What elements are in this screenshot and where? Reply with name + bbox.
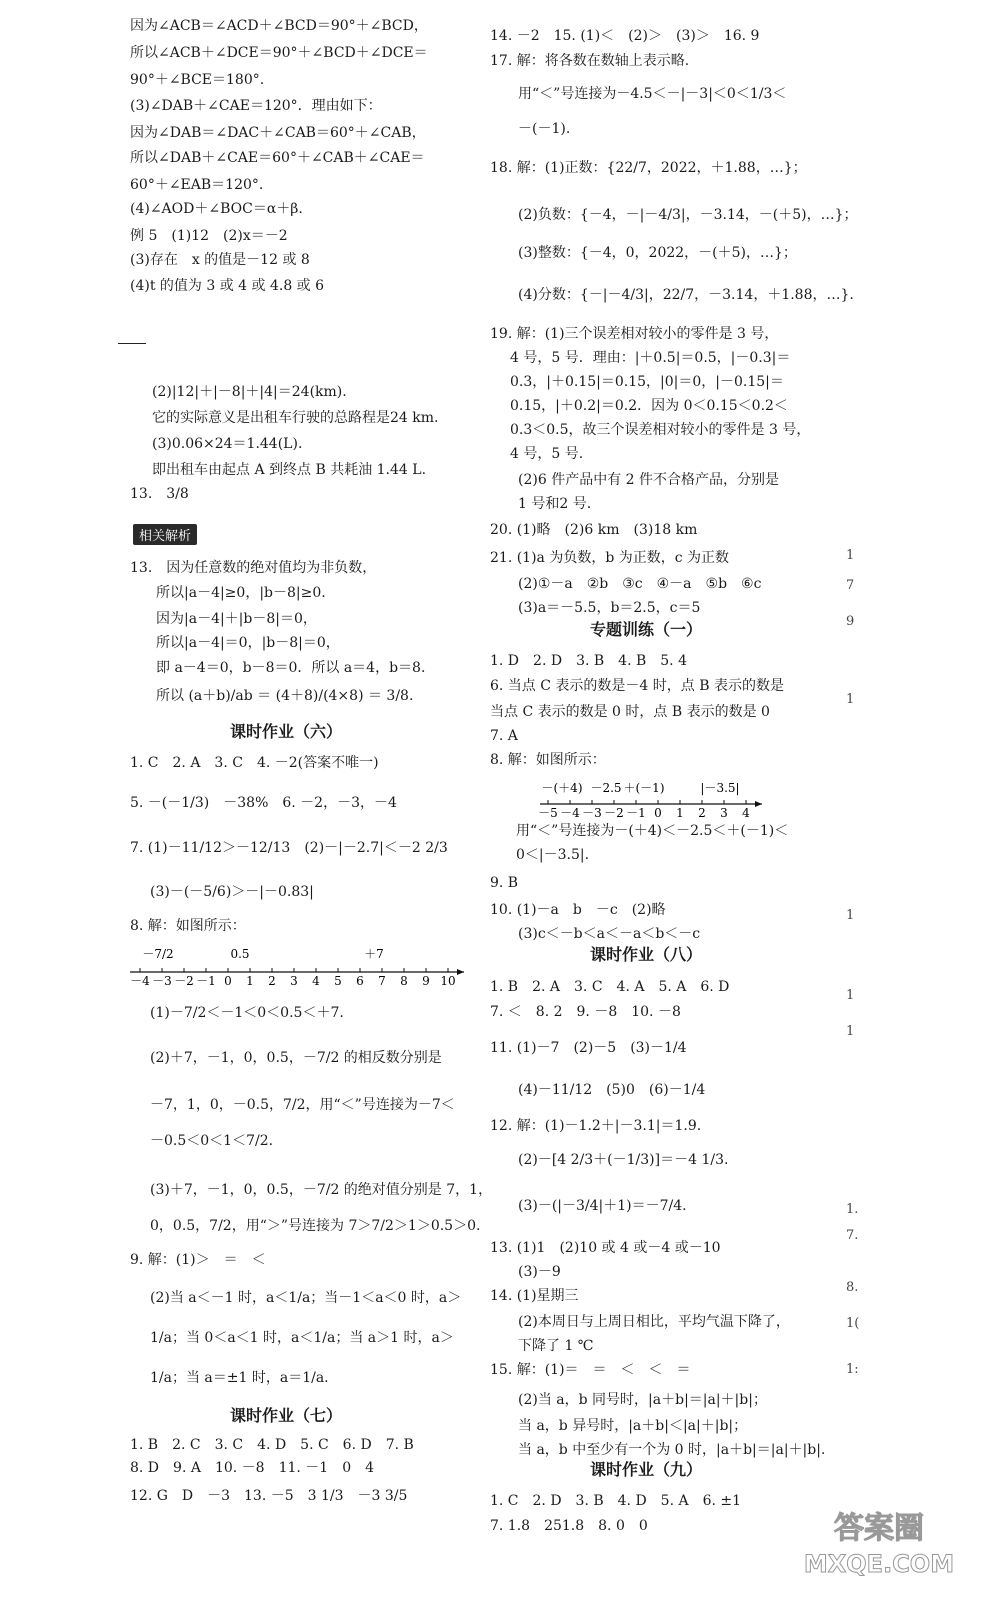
answer-line: 17. 解：将各数在数轴上表示略. [490, 53, 690, 69]
tick-label: 3 [720, 806, 728, 820]
answer-line: 4 号，5 号. [510, 446, 584, 462]
tick-label: 4 [742, 806, 750, 820]
answer-line: 60°＋∠EAB＝120°. [130, 177, 264, 193]
tick-label: －4 [560, 806, 580, 820]
section-heading: 课时作业（九） [590, 1460, 703, 1479]
answer-line: 因为|a－4|＋|b－8|＝0， [156, 611, 317, 627]
tick-label: 6 [356, 974, 364, 988]
answer-line: 所以∠ACB＋∠DCE＝90°＋∠BCD＋∠DCE＝ [130, 45, 428, 61]
answer-line: 当点 C 表示的数是 0 时，点 B 表示的数是 0 [490, 704, 770, 720]
tick-label: －3 [582, 806, 602, 820]
answer-line: 例 5 (1)12 (2)x＝－2 [130, 228, 288, 244]
related-analysis-tag: 相关解析 [133, 524, 197, 545]
axis-arrow [457, 969, 464, 975]
edge-mark: 1( [846, 1316, 860, 1331]
answer-line: (2)①－a ②b ③c ④－a ⑤b ⑥c [518, 576, 762, 592]
site-watermark [779, 1500, 979, 1580]
answer-line: 当 a，b 中至少有一个为 0 时，|a＋b|＝|a|＋|b|. [518, 1442, 826, 1458]
answer-line: 14. －2 15. (1)＜ (2)＞ (3)＞ 16. 9 [490, 28, 760, 44]
answer-line: (3)－(|－3/4|＋1)＝－7/4. [518, 1198, 687, 1214]
edge-mark: 7 [846, 578, 855, 593]
answer-line: 20. (1)略 (2)6 km (3)18 km [490, 522, 698, 538]
tick-label: 10 [440, 974, 456, 988]
tick-label: 2 [268, 974, 276, 988]
edge-mark: 9 [846, 614, 855, 629]
answer-line: 8. D 9. A 10. －8 11. －1 0 4 [130, 1460, 375, 1476]
answer-line: (3)∠DAB＋∠CAE＝120°．理由如下： [130, 98, 382, 114]
section-heading: 课时作业（六） [230, 722, 343, 741]
section-heading: 课时作业（八） [590, 945, 703, 964]
edge-mark: 1: [846, 1362, 859, 1377]
answer-line: 用“＜”号连接为－4.5＜－|－3|＜0＜1/3＜ [518, 86, 787, 102]
tick-label: 4 [312, 974, 320, 988]
answer-line: 因为∠ACB＝∠ACD＋∠BCD＝90°＋∠BCD， [130, 18, 428, 34]
answer-line: (3)0.06×24＝1.44(L). [152, 436, 303, 452]
tick-label: 9 [422, 974, 430, 988]
answer-line: 它的实际意义是出租车行驶的总路程是24 km. [152, 410, 439, 426]
answer-line: 因为∠DAB＝∠DAC＋∠CAB＝60°＋∠CAB， [130, 125, 426, 141]
answer-line: 1 号和2 号. [518, 496, 592, 512]
answer-line: 9. B [490, 875, 519, 891]
tick-label: 0 [654, 806, 662, 820]
answer-line: 9. 解：(1)＞ ＝ ＜ [130, 1252, 266, 1268]
point-label: ＋(－1) [623, 781, 665, 795]
tick-label: 3 [290, 974, 298, 988]
answer-line: 1. B 2. C 3. C 4. D 5. C 6. D 7. B [130, 1437, 414, 1453]
answer-line: 所以∠DAB＋∠CAE＝60°＋∠CAB＋∠CAE＝ [130, 150, 425, 166]
answer-line: 18. 解：(1)正数：{22/7，2022，＋1.88，…}； [490, 160, 807, 176]
answer-line: (3)整数：{－4，0，2022，－(＋5)，…}； [518, 245, 797, 261]
answer-line: (3)＋7，－1，0，0.5，－7/2 的绝对值分别是 7，1， [150, 1182, 493, 1198]
answer-line: (4)－11/12 (5)0 (6)－1/4 [518, 1082, 706, 1098]
answer-line: 15. 解：(1)＝ ＝ ＜ ＜ ＝ [490, 1362, 691, 1378]
answer-line: 5. －(－1/3) －38% 6. －2，－3，－4 [130, 795, 397, 811]
answer-line: 7. 1.8 251.8 8. 0 0 [490, 1518, 648, 1534]
answer-line: (3)a＝－5.5，b＝2.5，c＝5 [518, 600, 701, 616]
answer-line: 用“＜”号连接为－(＋4)＜－2.5＜＋(－1)＜ [516, 823, 789, 839]
tick-label: －5 [538, 806, 558, 820]
answer-line: －7，1，0，－0.5，7/2，用“＜”号连接为－7＜ [150, 1097, 455, 1113]
tick-label: 1 [246, 974, 254, 988]
edge-mark: 1. [846, 1202, 859, 1217]
answer-line: 8. 解：如图所示： [130, 918, 246, 934]
answer-line: 10. (1)－a b －c (2)略 [490, 902, 666, 918]
answer-line: (2)|12|＋|－8|＋|4|＝24(km). [152, 384, 347, 400]
tick-label: －2 [174, 974, 194, 988]
answer-line: (3)－9 [518, 1264, 561, 1280]
answer-line: 1. B 2. A 3. C 4. A 5. A 6. D [490, 979, 730, 995]
tick-label: －2 [604, 806, 624, 820]
answer-line: (2)＋7，－1，0，0.5，－7/2 的相反数分别是 [150, 1050, 442, 1066]
point-label: ＋7 [364, 947, 384, 961]
tick-label: 7 [378, 974, 386, 988]
answer-line: 0.3，|＋0.15|＝0.15，|0|＝0，|－0.15|＝ [510, 374, 784, 390]
answer-line: (2)当 a，b 同号时，|a＋b|＝|a|＋|b|； [518, 1392, 767, 1408]
answer-line: 8. 解：如图所示： [490, 752, 606, 768]
tick-label: －1 [626, 806, 646, 820]
point-label: －(＋4) [541, 781, 583, 795]
tick-label: 5 [334, 974, 342, 988]
answer-line: 1/a；当 0＜a＜1 时，a＜1/a；当 a＞1 时，a＞ [150, 1330, 454, 1346]
answer-line: 11. (1)－7 (2)－5 (3)－1/4 [490, 1040, 687, 1056]
answer-line: 0，0.5，7/2，用“＞”号连接为 7＞7/2＞1＞0.5＞0. [150, 1218, 481, 1234]
edge-mark: 1 [846, 988, 855, 1003]
answer-line: 14. (1)星期三 [490, 1288, 579, 1304]
tick-label: 2 [698, 806, 706, 820]
point-label: 0.5 [230, 947, 250, 961]
answer-line: 1. C 2. D 3. B 4. D 5. A 6. ±1 [490, 1493, 742, 1509]
answer-line: 下降了 1 ℃ [518, 1338, 594, 1354]
answer-line: (4)t 的值为 3 或 4 或 4.8 或 6 [130, 278, 325, 294]
answer-line: 即 a－4＝0，b－8＝0．所以 a＝4，b＝8. [156, 660, 426, 676]
answer-line: (4)∠AOD＋∠BOC＝α＋β. [130, 201, 303, 217]
answer-line: 0.3＜0.5，故三个误差相对较小的零件是 3 号， [510, 422, 811, 438]
answer-line: 6. 当点 C 表示的数是－4 时，点 B 表示的数是 [490, 678, 784, 694]
edge-mark: 8. [846, 1280, 859, 1295]
point-label: －2.5 [590, 781, 622, 795]
section-divider [118, 343, 146, 344]
answer-line: 所以 (a＋b)/ab ＝ (4＋8)/(4×8) ＝ 3/8. [156, 688, 414, 704]
answer-line: (2)本周日与上周日相比，平均气温下降了， [518, 1314, 790, 1330]
axis-arrow [755, 801, 762, 807]
tick-label: 8 [400, 974, 408, 988]
tick-label: 0 [224, 974, 232, 988]
answer-line: 所以|a－4|＝0，|b－8|＝0， [156, 635, 340, 651]
edge-mark: 1 [846, 1024, 855, 1039]
answer-line: (3)存在 x 的值是－12 或 8 [130, 252, 310, 268]
edge-mark: 1 [846, 692, 855, 707]
answer-line: (2)6 件产品中有 2 件不合格产品，分别是 [518, 472, 779, 488]
answer-line: 1. D 2. D 3. B 4. B 5. 4 [490, 653, 687, 669]
tick-label: 1 [676, 806, 684, 820]
answer-line: 1. C 2. A 3. C 4. －2(答案不唯一) [130, 755, 379, 771]
edge-mark: 1 [846, 548, 855, 563]
point-label: －7/2 [142, 947, 174, 961]
answer-line: －0.5＜0＜1＜7/2. [150, 1133, 274, 1149]
answer-line: (2)负数：{－4，－|－4/3|，－3.14，－(＋5)，…}； [518, 207, 858, 223]
number-line-topic1 [538, 780, 778, 820]
answer-line: 0.15，|＋0.2|＝0.2．因为 0＜0.15＜0.2＜ [510, 398, 788, 414]
answer-line: 13. 因为任意数的绝对值均为非负数， [130, 560, 377, 576]
answer-line: (1)－7/2＜－1＜0＜0.5＜＋7. [150, 1005, 344, 1021]
answer-line: (4)分数：{－|－4/3|，22/7，－3.14，＋1.88，…}. [518, 287, 854, 303]
answer-line: 13. 3/8 [130, 486, 189, 502]
point-label: |－3.5| [700, 781, 740, 795]
tick-label: －3 [152, 974, 172, 988]
answer-line: 7. ＜ 8. 2 9. －8 10. －8 [490, 1004, 681, 1020]
answer-line: (3)－(－5/6)＞－|－0.83| [150, 884, 314, 900]
tick-label: －1 [196, 974, 216, 988]
answer-line: 7. (1)－11/12＞－12/13 (2)－|－2.7|＜－2 2/3 [130, 840, 448, 856]
edge-mark: 1 [846, 908, 855, 923]
answer-line: (3)c＜－b＜a＜－a＜b＜－c [518, 926, 701, 942]
section-heading: 专题训练（一） [590, 620, 703, 639]
answer-line: 4 号，5 号．理由：|＋0.5|＝0.5，|－0.3|＝ [510, 350, 791, 366]
answer-line: 0＜|－3.5|. [516, 847, 590, 863]
section-heading: 课时作业（七） [230, 1406, 343, 1425]
watermark-title: 答案圈 [834, 1511, 924, 1546]
answer-line: 13. (1)1 (2)10 或 4 或－4 或－10 [490, 1240, 721, 1256]
answer-line: 19. 解：(1)三个误差相对较小的零件是 3 号， [490, 326, 779, 342]
answer-line: 90°＋∠BCE＝180°. [130, 72, 265, 88]
answer-line: 当 a，b 异号时，|a＋b|＜|a|＋|b|； [518, 1418, 748, 1434]
watermark-url: MXQE.COM [803, 1550, 955, 1578]
answer-line: 所以|a－4|≥0，|b－8|≥0. [156, 585, 326, 601]
answer-line: 21. (1)a 为负数，b 为正数，c 为正数 [490, 550, 730, 566]
tick-label: －4 [130, 974, 150, 988]
answer-line: (2)当 a＜－1 时，a＜1/a；当－1＜a＜0 时，a＞ [150, 1290, 462, 1306]
answer-line: 7. A [490, 728, 518, 744]
answer-line: －(－1). [518, 121, 571, 137]
answer-line: 12. 解：(1)－1.2＋|－3.1|＝1.9. [490, 1118, 702, 1134]
edge-mark: 7. [846, 1228, 859, 1243]
answer-line: 1/a；当 a＝±1 时，a＝1/a. [150, 1370, 329, 1386]
answer-line: (2)－[4 2/3＋(－1/3)]＝－4 1/3. [518, 1152, 729, 1168]
number-line-lesson6 [128, 940, 468, 990]
answer-line: 即出租车由起点 A 到终点 B 共耗油 1.44 L. [152, 462, 427, 478]
answer-line: 12. G D －3 13. －5 3 1/3 －3 3/5 [130, 1488, 408, 1504]
